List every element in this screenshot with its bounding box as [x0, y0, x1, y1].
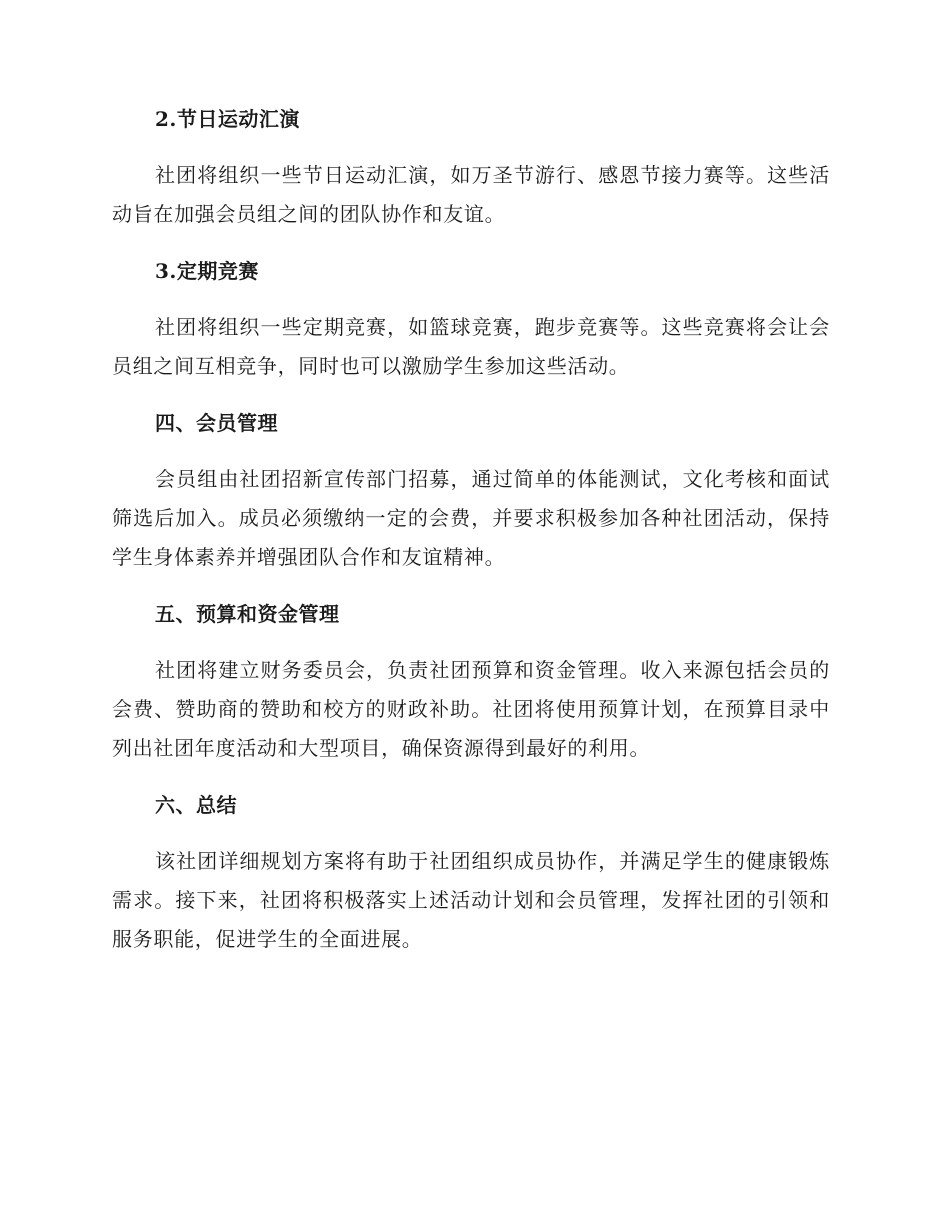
- document-page: [112, 104, 830, 981]
- section-body-member-management: 会员组由社团招新宣传部门招募，通过简单的体能测试，文化考核和面试筛选后加入。成员必须缴纳一定的会费，并要求积极参加各种社团活动，保持学生身体素养并增强团队合作和友谊精神。: [112, 467, 830, 569]
- section-heading-summary: 六、总结: [155, 793, 237, 817]
- section-body-summary: 该社团详细规划方案将有助于社团组织成员协作，并满足学生的健康锻炼需求。接下来，社团将积极落实上述活动计划和会员管理，发挥社团的引领和服务职能，促进学生的全面进展。: [112, 849, 830, 951]
- section-heading-regular-competition: 3.定期竞赛: [155, 259, 259, 283]
- section-body-festival-performance: 社团将组织一些节日运动汇演，如万圣节游行、感恩节接力赛等。这些活动旨在加强会员组之间的团队协作和友谊。: [112, 163, 830, 226]
- section-heading-member-management: 四、会员管理: [155, 411, 278, 435]
- section-heading-festival-performance: 2.节日运动汇演: [155, 107, 300, 131]
- section-body-regular-competition: 社团将组织一些定期竞赛，如篮球竞赛，跑步竞赛等。这些竞赛将会让会员组之间互相竞争，同时也可以激励学生参加这些活动。: [112, 315, 830, 378]
- section-heading-budget-management: 五、预算和资金管理: [155, 602, 340, 626]
- section-body-budget-management: 社团将建立财务委员会，负责社团预算和资金管理。收入来源包括会员的会费、赞助商的赞助和校方的财政补助。社团将使用预算计划，在预算目录中列出社团年度活动和大型项目，确保资源得到最好的利用。: [112, 658, 830, 760]
